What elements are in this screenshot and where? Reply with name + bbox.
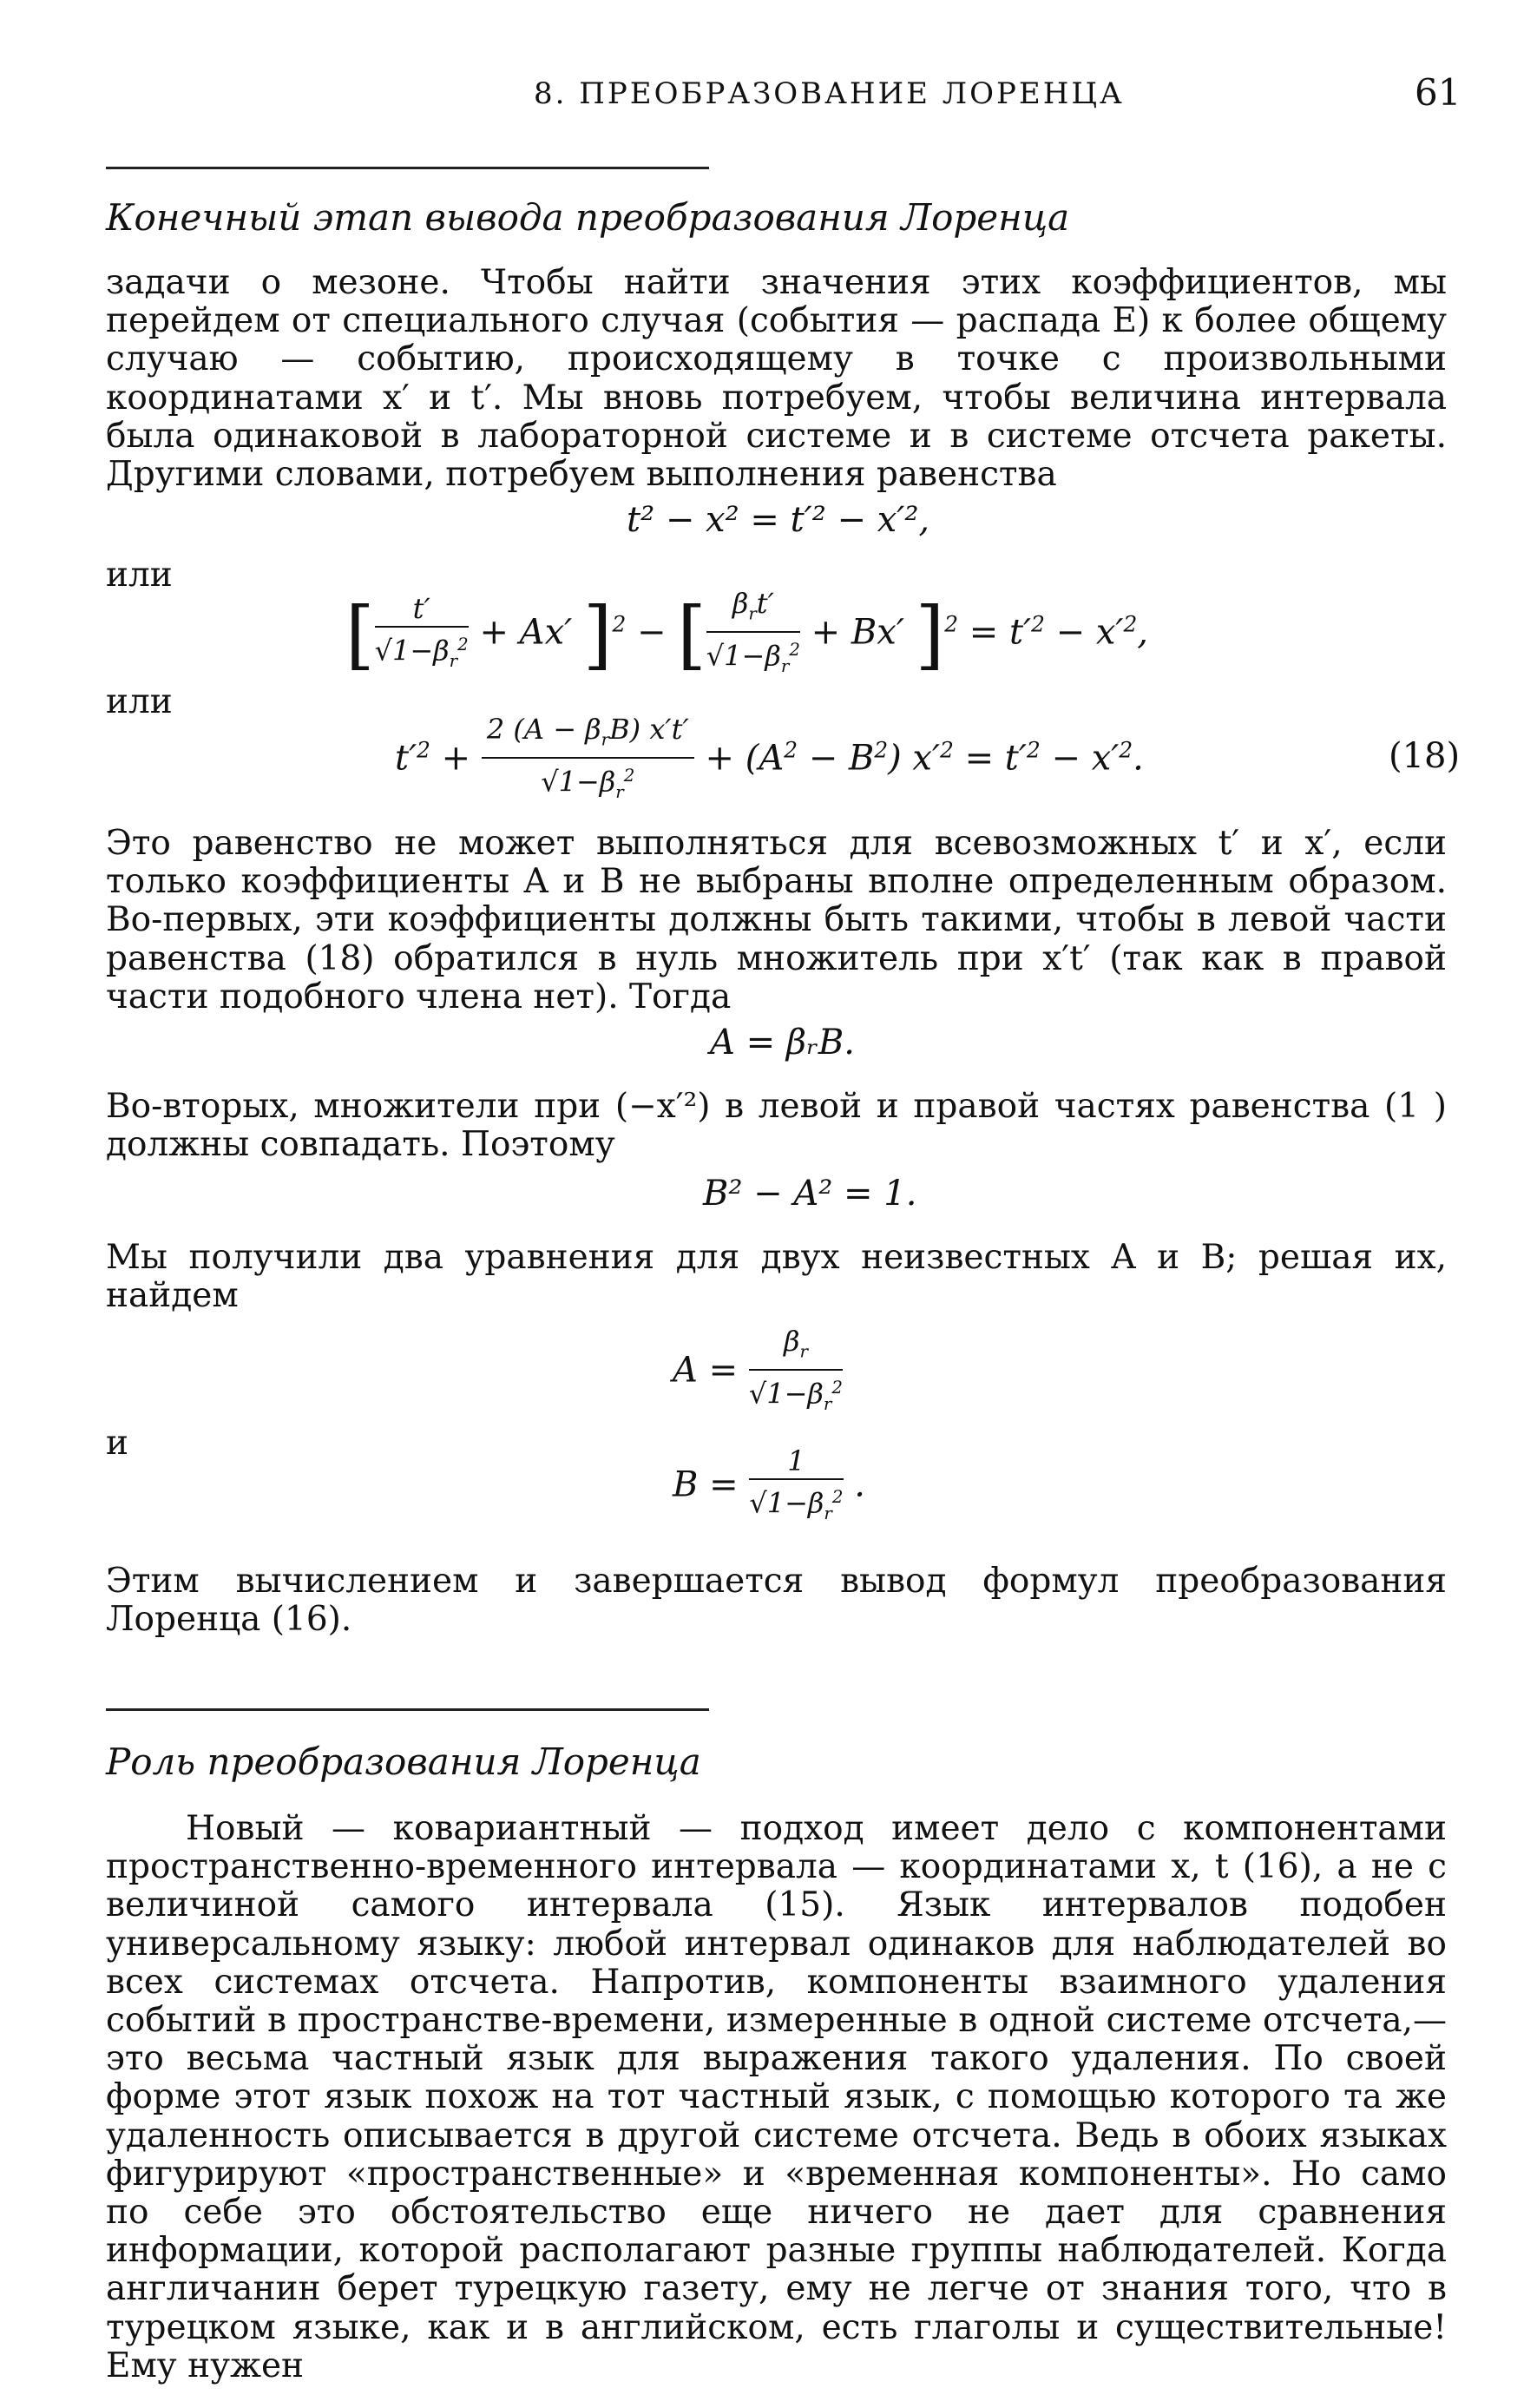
equation-substituted: [ $\frac{t'}{√1-\beta_r^2}$ + Ax′ ]$^2$ − [ $\frac{\beta_rt'}{√1-\beta_r^2}$ + Bx′ ]$^2 = t'^2 - x'^2$, bbox=[345, 587, 1148, 679]
equation-number-18: (18) bbox=[1389, 736, 1461, 776]
running-title: 8. ПРЕОБРАЗОВАНИЕ ЛОРЕНЦА bbox=[534, 76, 1125, 111]
and-word: и bbox=[106, 1424, 128, 1463]
paragraph-3-text: Во-вторых, множители при (−x′²) в левой и правой частях равенства (1 ) должны совпадать. Поэтому bbox=[106, 1087, 1447, 1165]
paragraph-4-text: Мы получили два уравнения для двух неизвестных A и B; решая их, найдем bbox=[106, 1238, 1447, 1316]
equation-expanded: $t'^2$ + $\frac{2 (A - \beta_rB) x't'}{√1-\beta_r^2}$ + $(A^2 - B^2) x'^2 = t'^2 - x'^2$. bbox=[395, 713, 1144, 803]
paragraph-3 bbox=[106, 1088, 1447, 1164]
or-word-1: или bbox=[106, 556, 173, 595]
paragraph-2-text: Это равенство не может выполняться для всевозможных t′ и x′, если только коэффициенты A и B не выбраны вполне определенным образом. Во-первых, эти коэффициенты должны быть такими, чтобы в левой части равенства (18) обратился в нуль множитель при x′t′ (так как в правой части подобного члена нет). Тогда bbox=[106, 824, 1447, 1016]
paragraph-5-text: Этим вычислением и завершается вывод формул преобразования Лоренца (16). bbox=[106, 1562, 1447, 1640]
equation-b-relation: B² − A² = 1. bbox=[703, 1174, 917, 1214]
paragraph-6-text: Новый — ковариантный — подход имеет дело с компонентами пространственно-временного интервала — координатами x, t (16), а не с величиной самого интервала (15). Язык интервалов подобен универсальному языку: любой интервал одинаков для наблюдателей во всех системах отсчета. Напротив, компоненты взаимного удаления событий в пространстве-времени, измеренные в одной системе отсчета,— это весьма частный язык для выражения такого удаления. По своей форме этот язык похож на тот частный язык, с помощью которого та же удаленность описывается в другой системе отсчета. Ведь в обоих языках фигурируют «пространственные» и «временная компоненты». Но само по себе это обстоятельство еще ничего не дает для сравнения информации, которой располагают разные группы наблюдателей. Когда англичанин берет турецкую газету, ему не легче от знания того, что в турецком языке, как и в английском, есть глаголы и существительные! Ему нужен bbox=[106, 1809, 1447, 2385]
page-number: 61 bbox=[1415, 71, 1461, 114]
section-title-2: Роль преобразования Лоренца bbox=[106, 1740, 701, 1783]
paragraph-5 bbox=[106, 1563, 1447, 1639]
section-title-1: Конечный этап вывода преобразования Лоренца bbox=[106, 196, 1070, 239]
section-divider-2 bbox=[106, 1708, 709, 1711]
paragraph-2 bbox=[106, 825, 1447, 1016]
paragraph-1-text: задачи о мезоне. Чтобы найти значения этих коэффициентов, мы перейдем от специального случая (события — распада E) к более общему случаю — событию, происходящему в точке с произвольными координатами x′ и t′. Мы вновь потребуем, чтобы величина интервала была одинаковой в лабораторной системе и в системе отсчета ракеты. Другими словами, потребуем выполнения равенства bbox=[106, 263, 1447, 495]
equation-a-relation: A = βᵣB. bbox=[710, 1023, 855, 1063]
section-divider-1 bbox=[106, 167, 709, 169]
equation-a-solution: A = $\frac{\beta_r}{√1-\beta_r^2}$ bbox=[673, 1325, 844, 1415]
paragraph-4 bbox=[106, 1239, 1447, 1315]
equation-b-solution: B = $\frac{1}{√1-\beta_r^2}$ . bbox=[673, 1444, 865, 1524]
paragraph-6 bbox=[106, 1810, 1447, 2385]
or-word-2: или bbox=[106, 682, 173, 721]
equation-interval: t² − x² = t′² − x′², bbox=[627, 500, 930, 540]
paragraph-1 bbox=[106, 264, 1447, 494]
